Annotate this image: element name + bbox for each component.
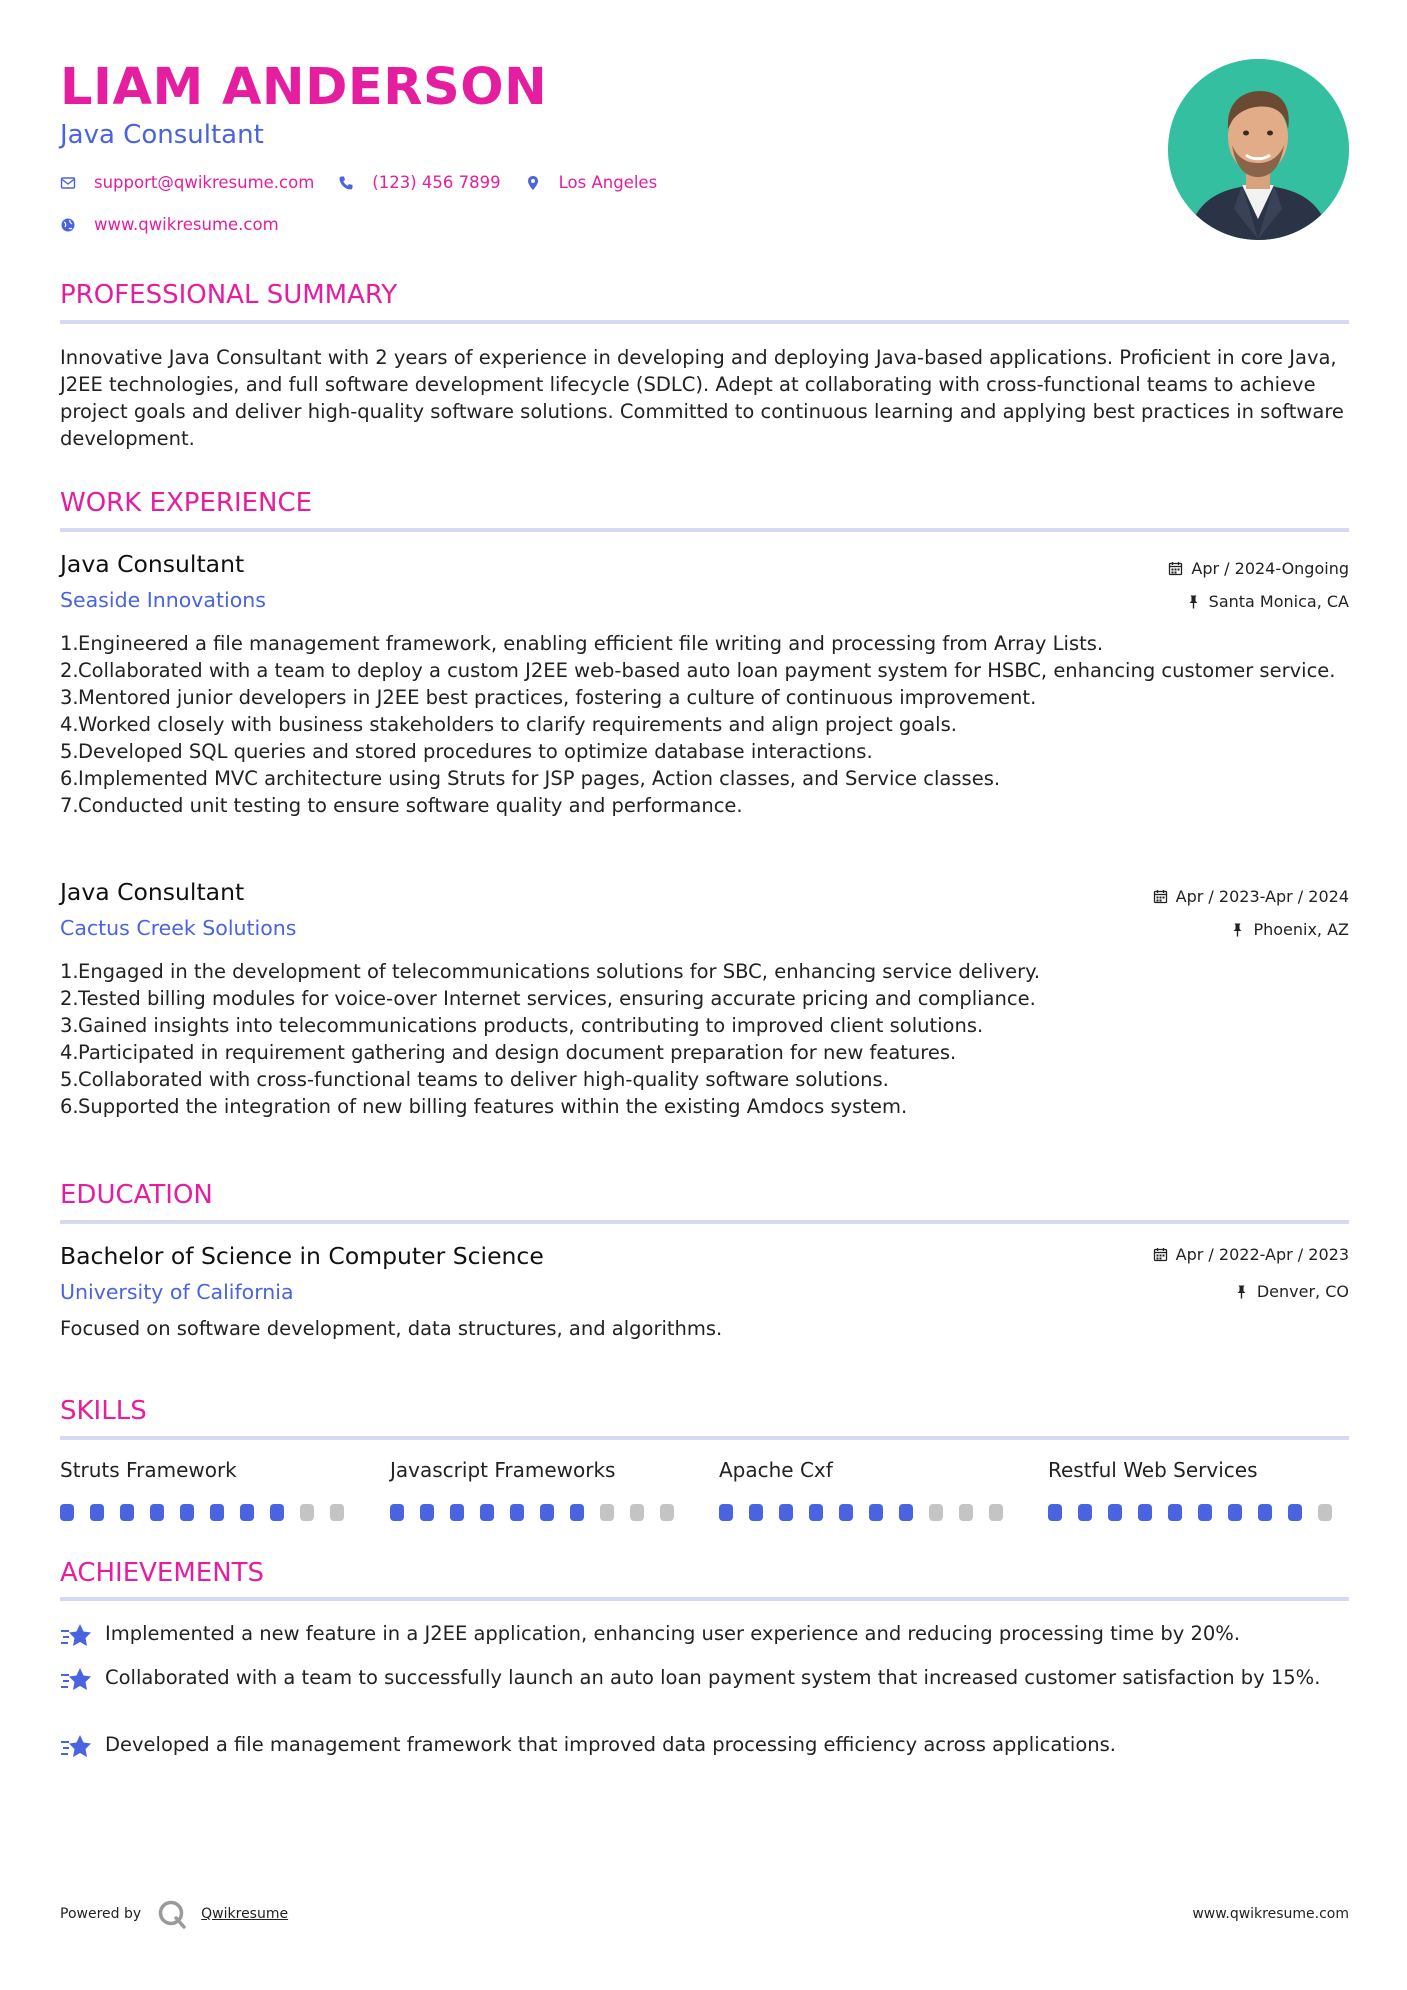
map-marker-icon bbox=[525, 175, 541, 191]
job-dates bbox=[1168, 559, 1349, 578]
bullet-item bbox=[60, 1066, 1349, 1093]
company-name: Cactus Creek Solutions bbox=[60, 916, 297, 940]
star-icon bbox=[60, 1666, 92, 1694]
contact-location bbox=[525, 173, 658, 192]
skill-dot-filled bbox=[1168, 1504, 1182, 1521]
section-divider bbox=[60, 528, 1349, 532]
section-divider bbox=[60, 1436, 1349, 1440]
skill-level-dots bbox=[390, 1504, 690, 1521]
achievement-item bbox=[60, 1620, 1349, 1650]
skill-dot-filled bbox=[540, 1504, 554, 1521]
skill-dot-filled bbox=[150, 1504, 164, 1521]
bullet-text: Collaborated with a team to deploy a custom J2EE web-based auto loan payment system for HSBC, enhancing customer service. bbox=[78, 659, 1336, 682]
skill-dot-filled bbox=[60, 1504, 74, 1521]
calendar-icon bbox=[1168, 561, 1183, 576]
section-title-education: EDUCATION bbox=[60, 1180, 213, 1210]
bullet-item bbox=[60, 985, 1349, 1012]
bullet-text: Gained insights into telecommunications products, contributing to improved client solutions. bbox=[78, 1014, 984, 1037]
bullet-text: Supported the integration of new billing features within the existing Amdocs system. bbox=[78, 1095, 908, 1118]
bullet-text: Implemented MVC architecture using Struts for JSP pages, Action classes, and Service classes. bbox=[78, 767, 1001, 790]
skill-dot-filled bbox=[869, 1504, 883, 1521]
bullet-number: 3. bbox=[60, 1014, 79, 1037]
skill-dot-empty bbox=[300, 1504, 314, 1521]
location-text: Denver, CO bbox=[1256, 1282, 1349, 1301]
star-icon bbox=[60, 1622, 92, 1650]
skill-dot-filled bbox=[899, 1504, 913, 1521]
contact-row bbox=[60, 173, 681, 192]
skill-name: Javascript Frameworks bbox=[390, 1458, 616, 1482]
bullet-number: 6. bbox=[60, 1095, 79, 1118]
skill-dot-filled bbox=[210, 1504, 224, 1521]
skill-dot-filled bbox=[510, 1504, 524, 1521]
bullet-number: 5. bbox=[60, 740, 79, 763]
section-divider bbox=[60, 1597, 1349, 1601]
skill-dot-filled bbox=[1108, 1504, 1122, 1521]
location-text: Santa Monica, CA bbox=[1208, 592, 1349, 611]
pushpin-icon bbox=[1186, 594, 1201, 609]
bullet-number: 2. bbox=[60, 987, 79, 1010]
section-title-skills: SKILLS bbox=[60, 1396, 147, 1426]
school-name: University of California bbox=[60, 1280, 294, 1304]
bullet-number: 4. bbox=[60, 713, 79, 736]
skill-dot-filled bbox=[480, 1504, 494, 1521]
website-text[interactable]: www.qwikresume.com bbox=[94, 215, 279, 234]
star-icon bbox=[60, 1733, 92, 1761]
dates-text: Apr / 2023-Apr / 2024 bbox=[1175, 887, 1349, 906]
achievement-text: Implemented a new feature in a J2EE application, enhancing user experience and reducing processing time by 20%. bbox=[105, 1622, 1241, 1645]
section-divider bbox=[60, 320, 1349, 324]
skill-dot-filled bbox=[570, 1504, 584, 1521]
skill-dot-filled bbox=[1138, 1504, 1152, 1521]
skill-item bbox=[719, 1458, 1019, 1521]
email-text[interactable]: support@qwikresume.com bbox=[94, 173, 315, 192]
skill-dot-filled bbox=[1078, 1504, 1092, 1521]
skill-item bbox=[1048, 1458, 1348, 1521]
skill-dot-filled bbox=[180, 1504, 194, 1521]
contact-phone[interactable] bbox=[338, 173, 500, 192]
calendar-icon bbox=[1153, 889, 1168, 904]
qwikresume-logo-icon bbox=[157, 1899, 187, 1929]
bullet-item bbox=[60, 684, 1349, 711]
bullet-number: 7. bbox=[60, 794, 79, 817]
bullet-item bbox=[60, 958, 1349, 985]
skill-name: Apache Cxf bbox=[719, 1458, 833, 1482]
skill-dot-filled bbox=[420, 1504, 434, 1521]
bullet-number: 3. bbox=[60, 686, 79, 709]
candidate-role: Java Consultant bbox=[60, 120, 264, 150]
education-description: Focused on software development, data structures, and algorithms. bbox=[60, 1317, 723, 1340]
skill-level-dots bbox=[60, 1504, 360, 1521]
dates-text: Apr / 2022-Apr / 2023 bbox=[1175, 1245, 1349, 1264]
skill-dot-filled bbox=[1048, 1504, 1062, 1521]
skill-dot-empty bbox=[600, 1504, 614, 1521]
footer-powered-by bbox=[60, 1899, 288, 1929]
skill-dot-filled bbox=[719, 1504, 733, 1521]
bullet-item bbox=[60, 765, 1349, 792]
education-dates bbox=[1153, 1245, 1349, 1264]
bullet-text: Tested billing modules for voice-over Internet services, ensuring accurate pricing and compliance. bbox=[78, 987, 1036, 1010]
achievement-text: Developed a file management framework that improved data processing efficiency across applications. bbox=[105, 1733, 1116, 1756]
skill-name: Struts Framework bbox=[60, 1458, 237, 1482]
bullet-number: 6. bbox=[60, 767, 79, 790]
bullet-item bbox=[60, 792, 1349, 819]
envelope-icon bbox=[60, 175, 76, 191]
skill-dot-empty bbox=[959, 1504, 973, 1521]
education-location bbox=[1234, 1282, 1349, 1301]
location-text: Phoenix, AZ bbox=[1253, 920, 1349, 939]
achievement-item bbox=[60, 1731, 1349, 1761]
skill-dot-filled bbox=[240, 1504, 254, 1521]
bullet-number: 2. bbox=[60, 659, 79, 682]
skill-level-dots bbox=[719, 1504, 1019, 1521]
section-title-experience: WORK EXPERIENCE bbox=[60, 488, 313, 518]
skill-item bbox=[60, 1458, 360, 1521]
candidate-name: LIAM ANDERSON bbox=[60, 58, 548, 117]
skill-dot-filled bbox=[1258, 1504, 1272, 1521]
skill-dot-filled bbox=[450, 1504, 464, 1521]
section-title-summary: PROFESSIONAL SUMMARY bbox=[60, 280, 398, 310]
bullet-text: Engineered a file management framework, enabling efficient file writing and processing from Array Lists. bbox=[78, 632, 1104, 655]
achievement-item bbox=[60, 1664, 1349, 1694]
bullet-item bbox=[60, 1012, 1349, 1039]
bullet-number: 4. bbox=[60, 1041, 79, 1064]
profile-photo bbox=[1168, 59, 1349, 240]
bullet-text: Conducted unit testing to ensure software quality and performance. bbox=[78, 794, 743, 817]
globe-icon bbox=[60, 217, 76, 233]
job-title: Java Consultant bbox=[60, 878, 245, 906]
bullet-text: Collaborated with cross-functional teams to deliver high-quality software solutions. bbox=[78, 1068, 889, 1091]
skill-dot-empty bbox=[330, 1504, 344, 1521]
bullet-item bbox=[60, 657, 1349, 684]
location-text: Los Angeles bbox=[558, 173, 658, 192]
pushpin-icon bbox=[1230, 922, 1245, 937]
skill-dot-empty bbox=[660, 1504, 674, 1521]
bullet-item bbox=[60, 738, 1349, 765]
bullet-text: Engaged in the development of telecommunications solutions for SBC, enhancing service delivery. bbox=[78, 960, 1041, 983]
bullet-item bbox=[60, 711, 1349, 738]
degree-title: Bachelor of Science in Computer Science bbox=[60, 1242, 544, 1270]
skill-dot-filled bbox=[270, 1504, 284, 1521]
bullet-item bbox=[60, 630, 1349, 657]
bullet-item bbox=[60, 1039, 1349, 1066]
powered-by-label: Powered by bbox=[60, 1906, 142, 1922]
contact-website[interactable] bbox=[60, 215, 279, 234]
skill-dot-filled bbox=[779, 1504, 793, 1521]
skill-level-dots bbox=[1048, 1504, 1348, 1521]
skill-dot-empty bbox=[929, 1504, 943, 1521]
section-divider bbox=[60, 1220, 1349, 1224]
qwikresume-link[interactable]: Qwikresume bbox=[201, 1906, 289, 1922]
job-title: Java Consultant bbox=[60, 550, 245, 578]
job-location bbox=[1186, 592, 1349, 611]
bullet-number: 1. bbox=[60, 632, 79, 655]
job-location bbox=[1230, 920, 1349, 939]
job-dates bbox=[1153, 887, 1349, 906]
skill-dot-filled bbox=[90, 1504, 104, 1521]
company-name: Seaside Innovations bbox=[60, 588, 266, 612]
skill-item bbox=[390, 1458, 690, 1521]
job-bullets bbox=[60, 630, 1349, 819]
skill-dot-filled bbox=[1198, 1504, 1212, 1521]
bullet-text: Mentored junior developers in J2EE best practices, fostering a culture of continuous improvement. bbox=[78, 686, 1037, 709]
skill-dot-empty bbox=[1318, 1504, 1332, 1521]
bullet-text: Developed SQL queries and stored procedures to optimize database interactions. bbox=[78, 740, 873, 763]
achievement-text: Collaborated with a team to successfully launch an auto loan payment system that increased customer satisfaction by 15%. bbox=[105, 1666, 1321, 1689]
skill-dot-filled bbox=[1288, 1504, 1302, 1521]
skill-dot-filled bbox=[839, 1504, 853, 1521]
phone-text[interactable]: (123) 456 7899 bbox=[372, 173, 501, 192]
contact-row-website bbox=[60, 215, 303, 234]
summary-text: Innovative Java Consultant with 2 years of experience in developing and deploying Java-based applications. Proficient in core Java, J2EE technologies, and full software development lifecycle (SDLC). Adept at collaborating with cross-functional teams to achieve project goals and deliver high-quality software solutions. Committed to continuous learning and applying best practices in software development. bbox=[60, 346, 1344, 450]
contact-email[interactable] bbox=[60, 173, 314, 192]
skill-name: Restful Web Services bbox=[1048, 1458, 1258, 1482]
skill-dot-filled bbox=[390, 1504, 404, 1521]
skill-dot-filled bbox=[1228, 1504, 1242, 1521]
bullet-text: Participated in requirement gathering and design document preparation for new features. bbox=[78, 1041, 957, 1064]
phone-icon bbox=[338, 175, 354, 191]
calendar-icon bbox=[1153, 1247, 1168, 1262]
skill-dot-empty bbox=[989, 1504, 1003, 1521]
skill-dot-filled bbox=[809, 1504, 823, 1521]
job-bullets bbox=[60, 958, 1349, 1120]
dates-text: Apr / 2024-Ongoing bbox=[1191, 559, 1349, 578]
skill-dot-filled bbox=[120, 1504, 134, 1521]
skill-dot-empty bbox=[630, 1504, 644, 1521]
section-title-achievements: ACHIEVEMENTS bbox=[60, 1558, 265, 1588]
footer-website[interactable]: www.qwikresume.com bbox=[1192, 1906, 1349, 1922]
bullet-text: Worked closely with business stakeholders to clarify requirements and align project goals. bbox=[78, 713, 957, 736]
bullet-item bbox=[60, 1093, 1349, 1120]
bullet-number: 1. bbox=[60, 960, 79, 983]
bullet-number: 5. bbox=[60, 1068, 79, 1091]
skill-dot-filled bbox=[749, 1504, 763, 1521]
pushpin-icon bbox=[1234, 1284, 1249, 1299]
